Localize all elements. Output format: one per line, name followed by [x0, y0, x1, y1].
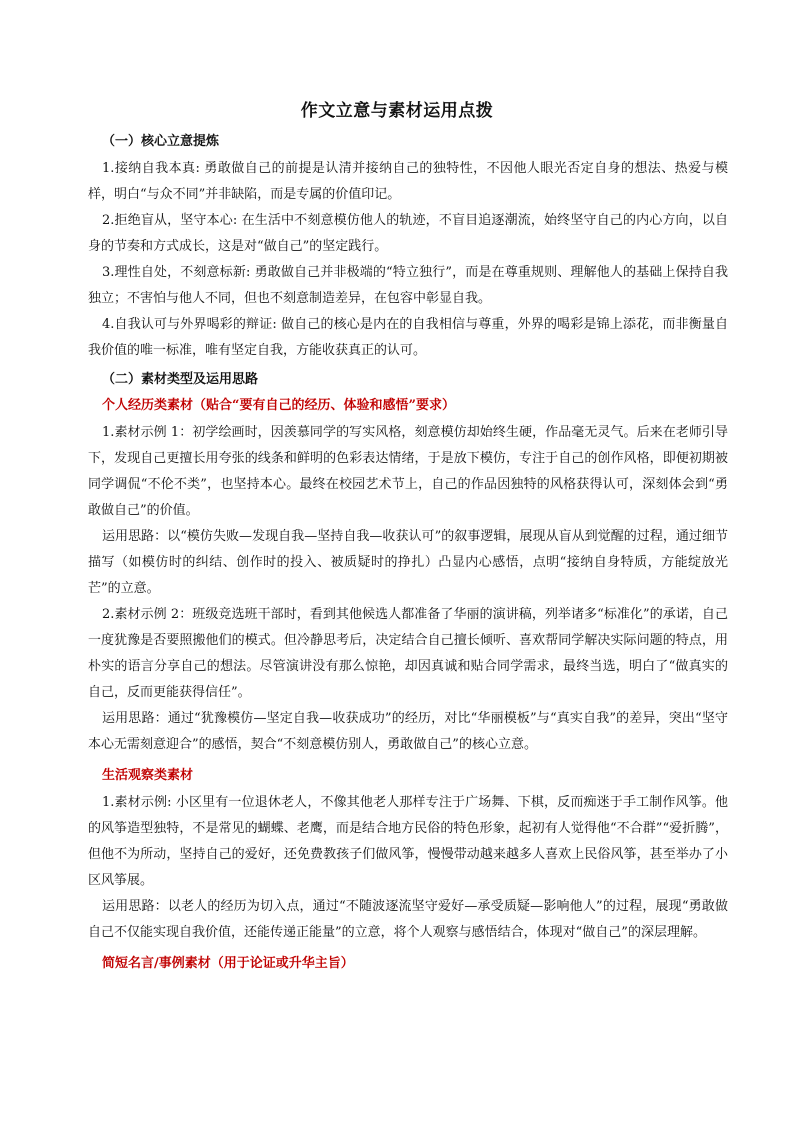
subsection-heading-quotes-examples: 简短名言/事例素材（用于论证或升华主旨）: [102, 956, 354, 971]
document-title: 作文立意与素材运用点拨: [300, 101, 494, 121]
paragraph: 4.自我认可与外界喝彩的辩证: 做自己的核心是内在的自我相信与尊重，外界的喝彩是锦上添花，而非衡量自我价值的唯一标准，唯有坚定自我，方能收获真正的认可。: [88, 317, 728, 358]
document-body: [88, 130, 728, 978]
paragraph: 1.素材示例: 小区里有一位退休老人，不像其他老人那样专注于广场舞、下棋，反而痴迷于手工制作风筝。他的风筝造型独特，不是常见的蝴蝶、老鹰，而是结合地方民俗的特色形象，起初有人觉得他“不合群”“爱折腾”，但他不为所动，坚持自己的爱好，还免费教孩子们做风筝，慢慢带动越来越多人喜欢上民俗风筝，甚至举办了小区风筝展。: [88, 795, 728, 888]
section-heading-core-ideas: （一）核心立意提炼: [102, 134, 220, 149]
paragraph: 运用思路：以“模仿失败—发现自我—坚持自我—收获认可”的叙事逻辑，展现从盲从到觉醒的过程，通过细节描写（如模仿时的纠结、创作时的投入、被质疑时的挣扎）凸显内心感悟，点明“接纳自身特质，方能绽放光芒”的立意。: [88, 529, 728, 596]
paragraph: 1.接纳自我本真: 勇敢做自己的前提是认清并接纳自己的独特性，不因他人眼光否定自身的想法、热爱与模样，明白“与众不同”并非缺陷，而是专属的价值印记。: [88, 161, 728, 202]
paragraph: 运用思路：通过“犹豫模仿—坚定自我—收获成功”的经历，对比“华丽模板”与“真实自我”的差异，突出“坚守本心无需刻意迎合”的感悟，契合“不刻意模仿别人，勇敢做自己”的核心立意。: [88, 711, 728, 752]
section-heading-material-types: （二）素材类型及运用思路: [102, 372, 259, 387]
paragraph: 1.素材示例 1：初学绘画时，因羡慕同学的写实风格，刻意模仿却始终生硬，作品毫无灵气。后来在老师引导下，发现自己更擅长用夸张的线条和鲜明的色彩表达情绪，于是放下模仿，专注于自己的创作风格，即便初期被同学调侃“不伦不类”，也坚持本心。最终在校园艺术节上，自己的作品因独特的风格获得认可，深刻体会到“勇敢做自己”的价值。: [88, 425, 728, 518]
paragraph: 运用思路：以老人的经历为切入点，通过“不随波逐流坚守爱好—承受质疑—影响他人”的过程，展现“勇敢做自己不仅能实现自我价值，还能传递正能量”的立意，将个人观察与感悟结合，体现对“做自己”的深层理解。: [88, 899, 728, 940]
paragraph: 2.素材示例 2：班级竞选班干部时，看到其他候选人都准备了华丽的演讲稿，列举诸多“标准化”的承诺，自己一度犹豫是否要照搬他们的模式。但冷静思考后，决定结合自己擅长倾听、喜欢帮同学解决实际问题的特点，用朴实的语言分享自己的想法。尽管演讲没有那么惊艳，却因真诚和贴合同学需求，最终当选，明白了“做真实的自己，反而更能获得信任”。: [88, 607, 728, 700]
subsection-heading-personal-experience: 个人经历类素材（贴合“要有自己的经历、体验和感悟”要求）: [102, 398, 455, 413]
paragraph: 2.拒绝盲从，坚守本心: 在生活中不刻意模仿他人的轨迹，不盲目追逐潮流，始终坚守自己的内心方向，以自身的节奏和方式成长，这是对“做自己”的坚定践行。: [88, 213, 728, 254]
paragraph: 3.理性自处，不刻意标新: 勇敢做自己并非极端的“特立独行”，而是在尊重规则、理解他人的基础上保持自我独立；不害怕与他人不同，但也不刻意制造差异，在包容中彰显自我。: [88, 265, 728, 306]
subsection-heading-life-observation: 生活观察类素材: [102, 768, 194, 783]
